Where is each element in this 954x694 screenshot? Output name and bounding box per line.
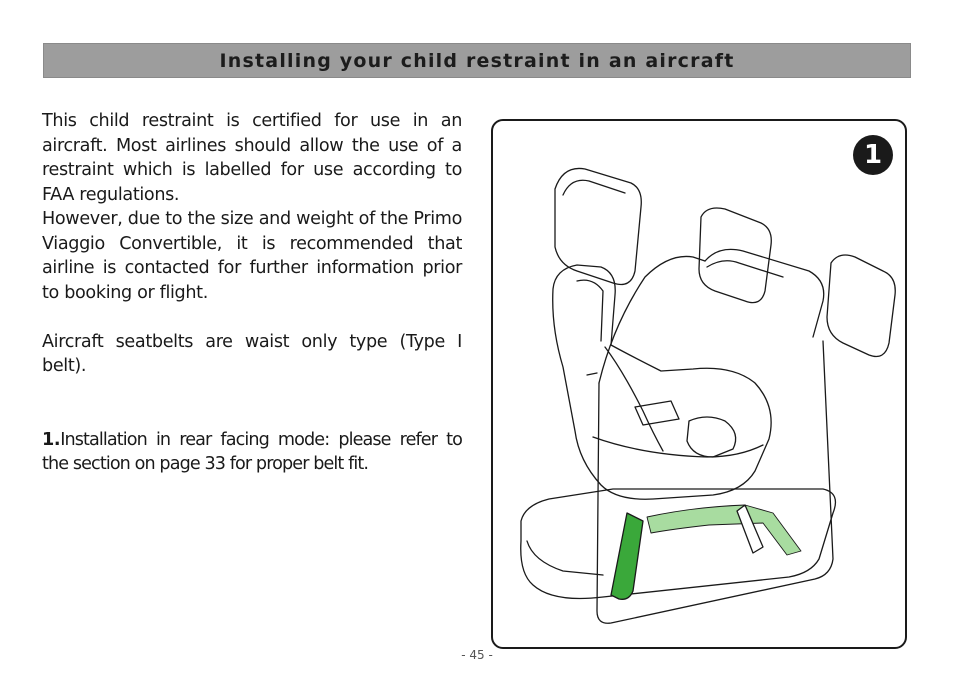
step-1-text: Installation in rear facing mode: please refer to the section on page 33 for proper belt fit.	[42, 429, 462, 474]
aircraft-seat-cushion-crease	[527, 541, 603, 575]
aircraft-lap-belt-front	[611, 513, 643, 599]
aircraft-seat-illustration	[491, 119, 907, 649]
child-restraint-side-detail	[587, 373, 597, 375]
child-restraint-shell	[553, 265, 771, 499]
aircraft-lap-belt-rear	[647, 505, 801, 555]
child-restraint-headrest-edge	[577, 280, 603, 341]
step-1-number: 1.	[42, 429, 61, 450]
child-restraint-seat-edge	[593, 437, 763, 457]
car-seat-drawing	[493, 121, 905, 647]
aircraft-headrest-middle	[699, 208, 771, 303]
paragraph-spacer	[42, 305, 462, 330]
section-title: Installing your child restraint in an aircraft	[219, 49, 735, 72]
child-restraint-chest-clip	[635, 401, 679, 425]
section-header-bar	[43, 43, 911, 78]
paragraph-spacer	[42, 379, 462, 428]
child-restraint-buckle-pad	[687, 417, 736, 457]
step-number-badge: 1	[853, 135, 893, 175]
child-restraint-harness-strap	[605, 347, 663, 451]
page-number: - 45 -	[461, 648, 493, 662]
paragraph-seatbelt-type: Aircraft seatbelts are waist only type (Type I belt).	[42, 331, 462, 376]
seat-cover-front-edge	[599, 256, 705, 383]
paragraph-airline-contact: However, due to the size and weight of the Primo Viaggio Convertible, it is recommended that airline is contacted for further information prior to booking or flight.	[42, 209, 462, 303]
aircraft-headrest-left-edge	[563, 180, 625, 195]
paragraph-certification: This child restraint is certified for use in an aircraft. Most airlines should allow the use of a restraint which is labelled for use according to FAA regulations.	[42, 111, 462, 205]
body-text-column	[42, 109, 462, 477]
aircraft-headrest-right	[827, 255, 895, 357]
seat-cover-fold	[707, 261, 783, 277]
step-1-instruction	[42, 428, 462, 477]
